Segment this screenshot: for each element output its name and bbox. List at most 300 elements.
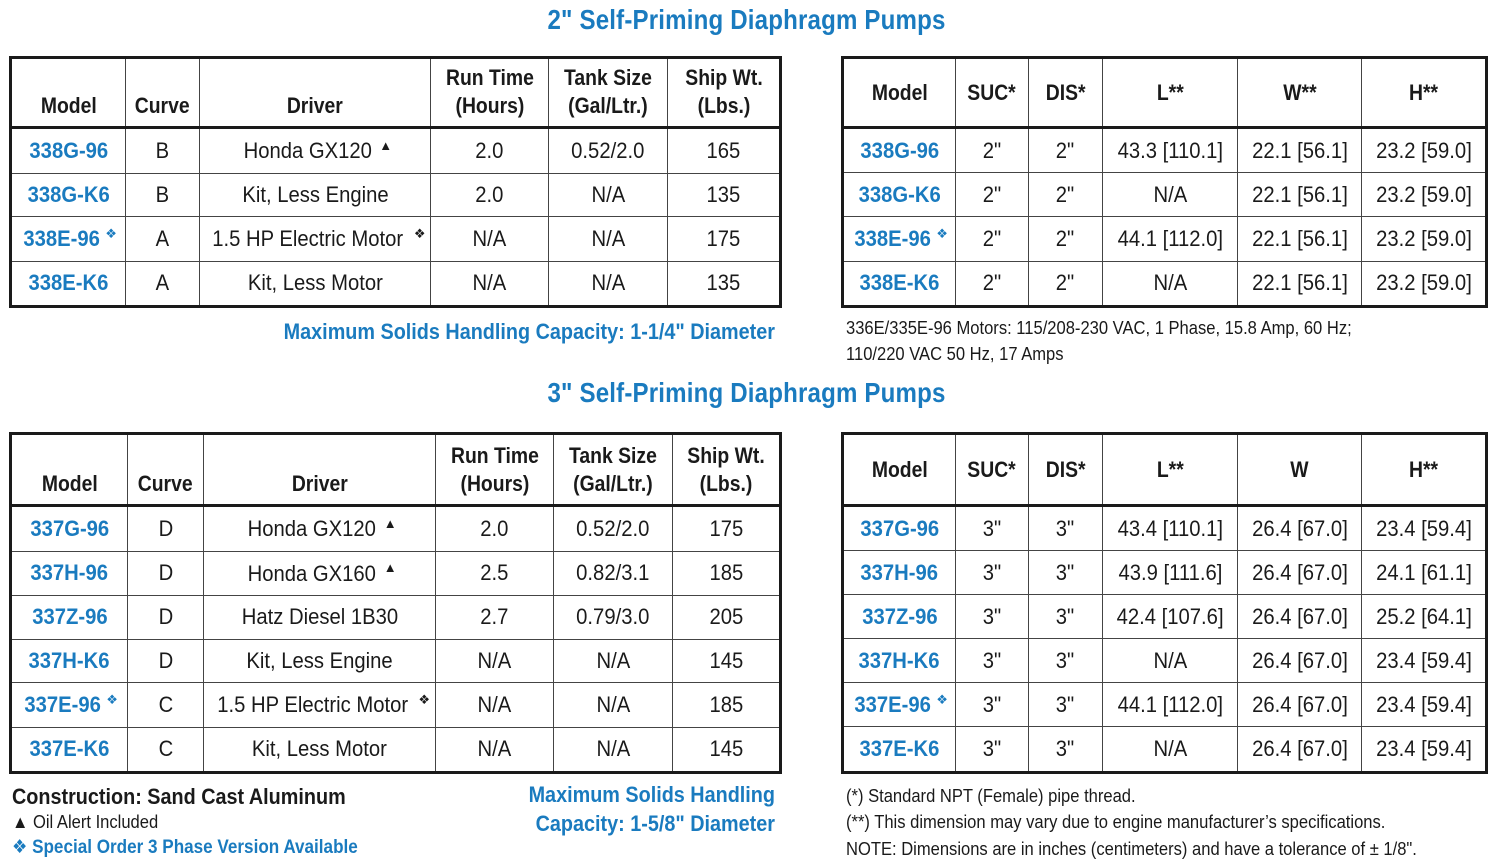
suction-value-cell [956,595,1029,639]
suction-value-cell [956,128,1029,173]
run-time-value-cell [436,506,554,552]
model-number: 337E-96 [24,692,101,718]
length-value-cell [1103,727,1238,773]
width-value: 26.4 [67.0] [1251,603,1348,629]
length-value-cell [1103,173,1238,217]
run-time-value: 2.0 [475,137,504,163]
special-order-note: ❖ Special Order 3 Phase Version Available [12,837,358,858]
ship-weight-value-cell [673,596,781,640]
column-header [128,434,204,506]
driver-value-cell [200,217,431,261]
width-value: 26.4 [67.0] [1251,647,1348,673]
discharge-value: 3" [1056,515,1075,541]
length-value: 43.4 [110.1] [1117,515,1223,541]
suction-value: 3" [982,647,1002,673]
column-header [1238,58,1362,128]
suction-value: 3" [982,736,1002,762]
curve-value-cell [128,596,204,640]
curve-value: C [158,736,173,762]
run-time-value: 2.5 [480,560,509,586]
discharge-value-cell [1029,551,1103,595]
width-value: 26.4 [67.0] [1251,515,1348,541]
curve-value: B [155,182,170,208]
discharge-value: 3" [1056,647,1075,673]
ship-weight-value-cell [673,639,781,683]
discharge-value-cell [1029,173,1103,217]
tank-size-value: 0.52/2.0 [576,515,650,541]
length-value-cell [1103,551,1238,595]
curve-value-cell [126,128,200,174]
header-row [11,434,781,506]
ship-weight-value: 145 [709,648,743,674]
suction-value: 3" [982,559,1002,585]
run-time-value: N/A [472,270,507,296]
model-number-cell [843,217,956,261]
driver-value: Honda GX160 [247,560,377,586]
motor-note-line2: 110/220 VAC 50 Hz, 17 Amps [846,344,1064,364]
footnote-tolerance: NOTE: Dimensions are in inches (centimeters) and have a tolerance of ± 1/8". [846,839,1417,859]
special-order-icon: ❖ [105,225,117,241]
column-header-label: Curve [138,471,193,496]
tank-size-value: N/A [596,692,630,718]
width-value: 22.1 [56.1] [1251,225,1348,251]
length-value: 42.4 [107.6] [1116,603,1224,629]
tank-size-value-cell [549,128,668,174]
height-value-cell [1362,128,1487,173]
driver-value: Kit, Less Engine [241,182,389,208]
column-header [1238,434,1362,506]
model-number: 338G-K6 [27,182,110,208]
height-value-cell [1362,173,1487,217]
model-number-cell [11,261,126,306]
ship-weight-value: 175 [706,226,741,252]
run-time-value: N/A [472,226,507,252]
suction-value: 3" [982,691,1002,717]
column-header [204,434,436,506]
column-header [956,58,1029,128]
run-time-value-cell [431,128,549,174]
tank-size-value-cell [554,596,673,640]
table-row [843,128,1487,173]
section-3in-title: 3" Self-Priming Diaphragm Pumps [547,377,946,408]
spec-table-3in-right [841,432,1488,774]
model-number: 337E-K6 [859,736,940,762]
height-value-cell [1362,217,1487,261]
model-number-cell [11,683,128,727]
driver-value-cell [204,551,436,595]
discharge-value: 2" [1056,270,1075,296]
driver-value: Kit, Less Motor [247,270,383,296]
column-header [11,58,126,128]
motor-note-line1: 336E/335E-96 Motors: 115/208-230 VAC, 1 Phase, 15.8 Amp, 60 Hz; [846,318,1352,338]
ship-weight-value-cell [668,217,781,261]
solids-note-2in: Maximum Solids Handling Capacity: 1-1/4" Diameter [283,319,775,344]
width-value-cell [1238,261,1362,306]
model-number: 337H-K6 [858,647,940,673]
spec-table-2in-left [9,56,782,308]
column-header [673,434,781,506]
tank-size-value: N/A [591,182,625,208]
header-row [11,58,781,128]
curve-value-cell [126,261,200,306]
model-number: 338E-K6 [28,270,109,296]
driver-value-cell [200,128,431,174]
column-header-label: Model [871,79,928,105]
curve-value: A [155,226,170,252]
driver-value: Kit, Less Engine [246,648,393,674]
column-header-label: Tank Size (Gal/Ltr.) [569,443,657,496]
tank-size-value: N/A [591,226,625,252]
table-row [843,683,1487,727]
column-header [1362,58,1487,128]
curve-value: D [158,560,173,586]
suction-value: 2" [982,270,1002,296]
model-number-cell [843,128,956,173]
table-row [843,595,1487,639]
run-time-value-cell [436,596,554,640]
discharge-value: 2" [1056,137,1075,163]
model-number: 337H-K6 [28,648,110,674]
width-value: 26.4 [67.0] [1251,559,1348,585]
model-number-cell [11,128,126,174]
width-value-cell [1238,217,1362,261]
height-value-cell [1362,551,1487,595]
height-value-cell [1362,683,1487,727]
ship-weight-value: 165 [706,137,741,163]
suction-value: 2" [982,137,1002,163]
model-number-cell [11,596,128,640]
column-header-label: L** [1156,79,1184,105]
suction-value-cell [956,639,1029,683]
ship-weight-value-cell [668,128,781,174]
height-value: 25.2 [64.1] [1375,603,1472,629]
table-row [11,596,781,640]
run-time-value-cell [431,217,549,261]
height-value-cell [1362,506,1487,551]
spec-table-3in-left [9,432,782,774]
curve-value-cell [128,551,204,595]
footnote-npt: (*) Standard NPT (Female) pipe thread. [846,786,1136,806]
model-number: 337Z-96 [31,604,108,630]
model-number-cell [843,639,956,683]
discharge-value: 2" [1056,225,1075,251]
driver-value-cell [200,173,431,217]
model-number-cell [11,506,128,552]
run-time-value: 2.0 [480,515,509,541]
model-number: 338G-96 [29,137,108,163]
suction-value-cell [956,173,1029,217]
length-value-cell [1103,128,1238,173]
tank-size-value-cell [554,683,673,727]
column-header-label: Driver [287,93,343,118]
ship-weight-value-cell [673,727,781,772]
column-header-label: Model [871,456,928,482]
height-value-cell [1362,727,1487,773]
curve-value: C [158,692,173,718]
discharge-value-cell [1029,727,1103,773]
column-header-label: W** [1282,79,1317,105]
width-value: 22.1 [56.1] [1251,137,1348,163]
discharge-value: 3" [1056,691,1075,717]
length-value: 44.1 [112.0] [1117,225,1223,251]
height-value-cell [1362,261,1487,306]
driver-value: Hatz Diesel 1B30 [241,604,398,630]
discharge-value-cell [1029,595,1103,639]
model-number: 337G-96 [30,515,109,541]
curve-value-cell [128,639,204,683]
table-row [843,261,1487,306]
height-value: 23.4 [59.4] [1375,515,1472,541]
height-value-cell [1362,595,1487,639]
column-header-label: Run Time (Hours) [450,443,539,496]
tank-size-value-cell [549,217,668,261]
table-row [11,551,781,595]
table-row [843,217,1487,261]
column-header-label: W [1290,456,1309,482]
ship-weight-value: 185 [709,692,743,718]
tank-size-value: 0.82/3.1 [576,560,650,586]
suction-value-cell [956,217,1029,261]
model-number: 337G-96 [860,515,939,541]
run-time-value: N/A [477,648,512,674]
column-header-label: Curve [135,93,190,118]
column-header [431,58,549,128]
driver-value-cell [204,639,436,683]
height-value-cell [1362,639,1487,683]
width-value: 22.1 [56.1] [1251,181,1348,207]
ship-weight-value-cell [668,173,781,217]
run-time-value-cell [436,727,554,772]
column-header [200,58,431,128]
width-value: 26.4 [67.0] [1251,736,1348,762]
model-number-cell [843,173,956,217]
tank-size-value-cell [554,727,673,772]
model-number-cell [11,173,126,217]
model-number: 337E-96 [854,691,931,717]
header-row [843,58,1487,128]
driver-value: Honda GX120 [247,516,377,542]
ship-weight-value-cell [673,683,781,727]
suction-value: 2" [982,181,1002,207]
length-value: N/A [1153,181,1187,207]
oil-alert-icon: ▲ [383,560,397,576]
ship-weight-value: 185 [709,560,743,586]
table-row [11,128,781,174]
table-row [843,639,1487,683]
run-time-value: 2.0 [475,182,504,208]
table-row [11,217,781,261]
length-value: N/A [1153,270,1187,296]
model-number-cell [843,595,956,639]
run-time-value-cell [431,173,549,217]
run-time-value: 2.7 [480,604,509,630]
width-value-cell [1238,639,1362,683]
column-header [956,434,1029,506]
model-number: 338G-K6 [858,181,941,207]
column-header [1362,434,1487,506]
driver-value: Kit, Less Motor [252,736,387,762]
height-value: 24.1 [61.1] [1375,559,1472,585]
driver-value-cell [204,596,436,640]
spec-table-2in-right [841,56,1488,308]
model-number: 337H-96 [860,559,939,585]
length-value: 43.3 [110.1] [1117,137,1223,163]
column-header [1103,58,1238,128]
suction-value: 3" [982,515,1002,541]
width-value-cell [1238,595,1362,639]
table-row [11,727,781,772]
length-value-cell [1103,506,1238,551]
width-value-cell [1238,173,1362,217]
length-value-cell [1103,683,1238,727]
length-value: 44.1 [112.0] [1117,691,1223,717]
table-row [11,639,781,683]
discharge-value-cell [1029,506,1103,551]
run-time-value-cell [436,683,554,727]
width-value: 22.1 [56.1] [1251,270,1348,296]
column-header [126,58,200,128]
table-row [843,551,1487,595]
curve-value-cell [128,727,204,772]
column-header-label: Ship Wt. (Lbs.) [687,443,765,496]
column-header-label: Driver [291,471,348,496]
model-number: 337H-96 [30,560,109,586]
ship-weight-value: 135 [706,270,741,296]
height-value: 23.2 [59.0] [1375,181,1472,207]
height-value: 23.4 [59.4] [1375,647,1472,673]
curve-value-cell [126,217,200,261]
run-time-value-cell [436,551,554,595]
table-row [11,173,781,217]
column-header-label: SUC* [967,79,1017,105]
table-row [843,727,1487,773]
table-row [11,683,781,727]
curve-value-cell [128,506,204,552]
curve-value: D [158,604,173,630]
width-value-cell [1238,128,1362,173]
curve-value-cell [128,683,204,727]
column-header [11,434,128,506]
tank-size-value-cell [554,551,673,595]
column-header-label: Ship Wt. (Lbs.) [684,65,763,118]
driver-value-cell [200,261,431,306]
length-value-cell [1103,595,1238,639]
discharge-value-cell [1029,683,1103,727]
driver-value-cell [204,683,436,727]
column-header-label: Model [40,93,97,118]
table-row [11,261,781,306]
suction-value: 2" [982,225,1002,251]
column-header-label: L** [1156,456,1184,482]
ship-weight-value-cell [673,551,781,595]
driver-value-cell [204,506,436,552]
curve-value: B [155,137,170,163]
length-value: N/A [1153,736,1187,762]
height-value: 23.2 [59.0] [1375,225,1472,251]
tank-size-value-cell [554,506,673,552]
model-number: 338E-K6 [859,270,940,296]
column-header [1029,434,1103,506]
construction-note: Construction: Sand Cast Aluminum [12,784,346,809]
run-time-value: N/A [477,736,512,762]
ship-weight-value: 145 [709,736,743,762]
width-value-cell [1238,506,1362,551]
model-number: 338E-96 [854,226,931,252]
ship-weight-value: 135 [706,182,741,208]
column-header-label: H** [1408,79,1439,105]
height-value: 23.2 [59.0] [1375,270,1472,296]
column-header [1029,58,1103,128]
suction-value-cell [956,727,1029,773]
discharge-value: 3" [1056,736,1075,762]
curve-value: D [158,515,173,541]
tank-size-value: N/A [596,648,630,674]
column-header [843,434,956,506]
column-header-label: Model [41,471,98,496]
tank-size-value: 0.79/3.0 [576,604,650,630]
discharge-value-cell [1029,639,1103,683]
column-header-label: DIS* [1045,79,1086,105]
tank-size-value: N/A [591,270,625,296]
model-number-cell [11,551,128,595]
model-number-cell [11,727,128,772]
special-order-icon: ❖ [936,691,948,707]
discharge-value-cell [1029,128,1103,173]
model-number: 337Z-96 [861,603,938,629]
suction-value-cell [956,506,1029,551]
ship-weight-value-cell [673,506,781,552]
driver-value: 1.5 HP Electric Motor [217,692,409,718]
driver-value: 1.5 HP Electric Motor [212,226,404,252]
discharge-value: 3" [1056,559,1075,585]
curve-value: A [155,270,170,296]
column-header-label: Tank Size (Gal/Ltr.) [564,65,652,118]
length-value-cell [1103,261,1238,306]
length-value-cell [1103,639,1238,683]
special-order-icon: ❖ [418,691,431,707]
height-value: 23.4 [59.4] [1375,736,1472,762]
model-number-cell [843,727,956,773]
oil-alert-icon: ▲ [383,515,397,531]
ship-weight-value: 175 [709,515,743,541]
tank-size-value: N/A [596,736,630,762]
solids-note-3in-line2: Capacity: 1-5/8" Diameter [535,811,775,836]
run-time-value-cell [436,639,554,683]
header-row [843,434,1487,506]
width-value: 26.4 [67.0] [1251,691,1348,717]
model-number-cell [11,639,128,683]
model-number: 338E-96 [23,226,100,252]
length-value-cell [1103,217,1238,261]
table-row [843,506,1487,551]
width-value-cell [1238,551,1362,595]
table-row [843,173,1487,217]
discharge-value: 2" [1056,181,1075,207]
column-header [668,58,781,128]
special-order-icon: ❖ [413,225,426,241]
column-header [1103,434,1238,506]
length-value: N/A [1153,647,1187,673]
oil-alert-icon: ▲ [379,137,393,153]
model-number-cell [843,683,956,727]
tank-size-value-cell [554,639,673,683]
column-header [554,434,673,506]
column-header-label: DIS* [1045,456,1086,482]
special-order-icon: ❖ [106,691,118,707]
height-value: 23.4 [59.4] [1375,691,1472,717]
column-header [843,58,956,128]
column-header [436,434,554,506]
